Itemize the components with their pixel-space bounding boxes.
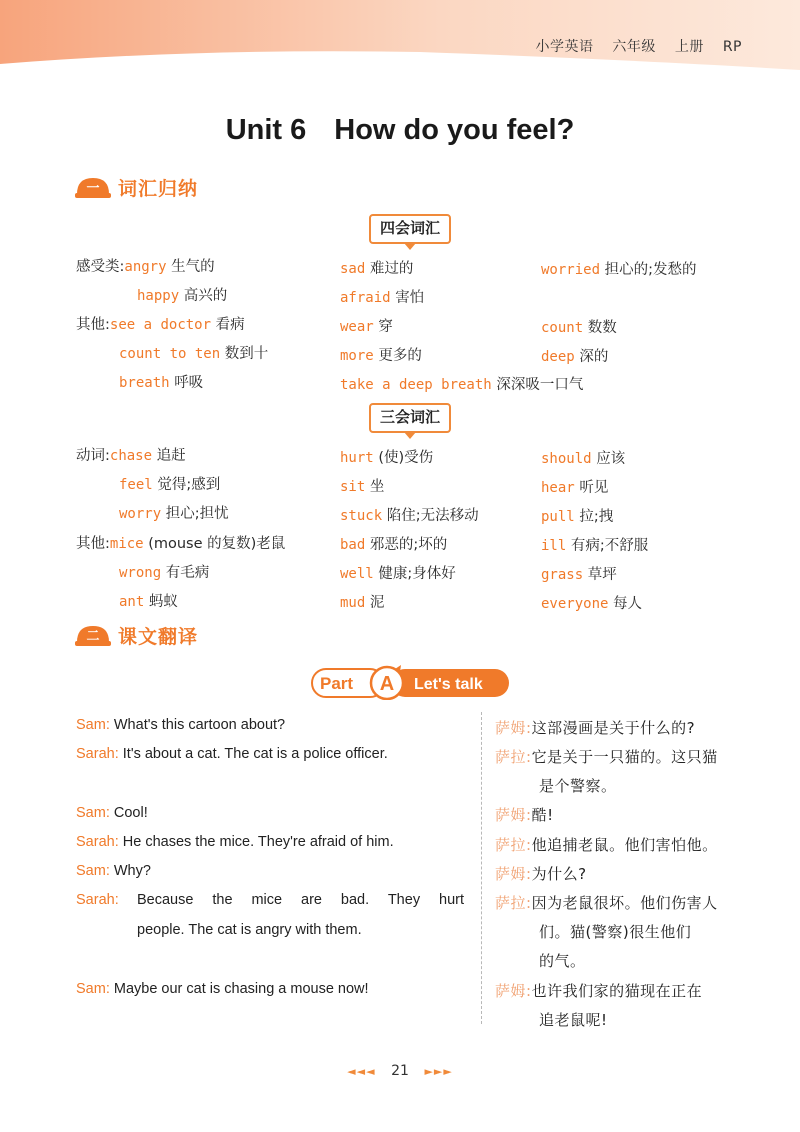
dialogue-text: people. The cat is angry with them. [137, 922, 362, 938]
vocab-item [137, 284, 227, 305]
vocab-en: more [340, 348, 374, 364]
badge-four-skill: 四会词汇 [369, 214, 451, 244]
translation-line [495, 863, 587, 884]
vocab-en: ant [119, 594, 145, 610]
translation-text: 的气。 [539, 952, 586, 970]
vocab-item [541, 592, 642, 613]
category-label: 感受类: [76, 259, 125, 275]
vocab-en: take a deep breath [340, 377, 492, 393]
section-number: 二 [86, 629, 100, 644]
translation-line [495, 892, 718, 913]
vocab-item [541, 505, 613, 526]
vocab-cn: 有毛病 [165, 565, 210, 581]
vocab-item [119, 590, 178, 611]
dialogue-line [76, 834, 394, 850]
vocab-cn: 应该 [596, 451, 626, 467]
dialogue-text: Cool! [113, 805, 148, 821]
badge-three-skill: 三会词汇 [369, 403, 451, 433]
translation-text: 它是关于一只猫的。这只猫 [531, 748, 718, 766]
translation-line [495, 746, 718, 767]
category-label: 其他: [76, 536, 110, 552]
prev-arrows-icon: ◄◄◄ [347, 1065, 376, 1078]
speaker-name: Sam: [76, 863, 110, 879]
vocab-cn: 难过的 [369, 261, 414, 277]
vocab-cn: 觉得;感到 [157, 477, 221, 493]
section-heading-vocabulary [74, 172, 274, 204]
header-label [535, 36, 742, 56]
translation-text: 酷! [531, 806, 554, 824]
speaker-name: 萨拉: [495, 836, 532, 854]
vocab-item [76, 255, 215, 276]
vocab-cn: 拉;拽 [579, 509, 614, 525]
vocab-item [119, 342, 268, 363]
page-footer [0, 1063, 800, 1079]
vocab-en: sit [340, 479, 366, 495]
vocab-cn: 坐 [369, 479, 385, 495]
vocab-item [119, 561, 209, 582]
translation-text: 们。猫(警察)很生他们 [539, 923, 692, 941]
dialogue-line [76, 746, 388, 762]
part-title: Let's talk [414, 676, 483, 693]
vocab-en: see a doctor [109, 317, 212, 333]
vocab-en: hear [541, 480, 575, 496]
vocab-item [119, 371, 203, 392]
vocab-en: feel [119, 477, 153, 493]
vocab-cn: (使)受伤 [378, 450, 434, 466]
vocab-en: happy [137, 288, 180, 304]
speaker-name: Sam: [76, 981, 110, 997]
speaker-name: 萨姆: [495, 865, 532, 883]
vocab-item [119, 473, 220, 494]
translation-text: 为什么? [531, 865, 587, 883]
vocab-item [340, 344, 422, 365]
dialogue-text: It's about a cat. The cat is a police officer. [122, 746, 388, 762]
vocab-en: worry [119, 506, 162, 522]
vocab-cn: 听见 [579, 480, 609, 496]
category-label: 其他: [76, 317, 110, 333]
vocab-item [541, 316, 617, 337]
vocab-en: wrong [119, 565, 162, 581]
vocab-cn: 泥 [369, 595, 385, 611]
speaker-name: Sarah: [76, 834, 119, 850]
speaker-name: 萨拉: [495, 894, 532, 912]
unit-name: How do you feel? [334, 114, 575, 146]
translation-line [495, 980, 702, 1001]
vocab-cn: 蚂蚁 [148, 594, 178, 610]
vocab-en: should [541, 451, 592, 467]
vocab-item [541, 345, 608, 366]
vocab-item [340, 373, 583, 394]
speaker-name: Sarah: [76, 746, 119, 762]
speaker-name: 萨姆: [495, 806, 532, 824]
part-label: Part [320, 674, 354, 693]
section-number: 一 [86, 181, 100, 196]
vocab-item [76, 313, 245, 334]
vocab-item [340, 315, 393, 336]
vocab-cn: 呼吸 [174, 375, 204, 391]
vocab-en: sad [340, 261, 366, 277]
section-title: 词汇归纳 [118, 178, 199, 200]
vocab-cn: 健康;身体好 [378, 566, 456, 582]
section-number-icon [74, 622, 112, 648]
vocab-en: stuck [340, 508, 383, 524]
vocab-item [541, 476, 608, 497]
vocab-item [340, 475, 384, 496]
translation-line [495, 804, 554, 825]
vocab-item [119, 502, 229, 523]
vocab-item [340, 257, 413, 278]
vocab-cn: 害怕 [395, 290, 425, 306]
next-arrows-icon: ►►► [424, 1065, 453, 1078]
vocab-item [541, 563, 617, 584]
vocab-en: mud [340, 595, 366, 611]
vocab-cn: 看病 [215, 317, 245, 333]
speaker-name: 萨姆: [495, 719, 532, 737]
vocab-item [76, 444, 186, 465]
section-title: 课文翻译 [118, 626, 199, 648]
vocab-cn: 深深吸一口气 [496, 377, 584, 393]
vocab-item [541, 447, 625, 468]
vocab-cn: 数到十 [224, 346, 269, 362]
dialogue-text: Why? [113, 863, 151, 879]
vocab-en: bad [340, 537, 366, 553]
vocab-cn: 有病;不舒服 [570, 538, 649, 554]
vocab-cn: 更多的 [378, 348, 422, 364]
vocab-en: wear [340, 319, 374, 335]
vocab-cn: 陷住;无法移动 [386, 508, 479, 524]
speaker-name: Sarah: [76, 892, 119, 908]
unit-number: Unit 6 [225, 114, 307, 146]
dialogue-line [76, 717, 285, 733]
dialogue-line [76, 981, 369, 997]
vocab-cn: 追赶 [156, 448, 186, 464]
vocab-item [340, 446, 433, 467]
vocab-cn: 草坪 [587, 567, 617, 583]
translation-text: 他追捕老鼠。他们害怕他。 [531, 836, 718, 854]
column-divider [481, 712, 482, 1024]
dialogue-text: Maybe our cat is chasing a mouse now! [113, 981, 369, 997]
header-grade: 六年级 [612, 39, 656, 55]
vocab-item [76, 532, 285, 553]
vocab-en: hurt [340, 450, 374, 466]
vocab-en: well [340, 566, 374, 582]
speaker-name: Sam: [76, 805, 110, 821]
vocab-item [340, 562, 456, 583]
translation-text: 追老鼠呢! [539, 1011, 608, 1029]
vocab-en: chase [109, 448, 153, 464]
vocab-en: afraid [340, 290, 391, 306]
vocab-item [340, 286, 424, 307]
translation-text: 也许我们家的猫现在正在 [531, 982, 703, 1000]
vocab-en: everyone [541, 596, 609, 612]
vocab-en: angry [124, 259, 167, 275]
vocab-cn: 生气的 [171, 259, 215, 275]
vocab-cn: 数数 [587, 320, 617, 336]
speaker-name: 萨拉: [495, 748, 532, 766]
part-a-banner [311, 664, 511, 700]
dialogue-line [76, 892, 119, 908]
section-heading-translation [74, 620, 274, 652]
translation-text: 这部漫画是关于什么的? [531, 719, 696, 737]
translation-line [495, 834, 718, 855]
translation-text: 是个警察。 [539, 777, 617, 795]
dialogue-text: What's this cartoon about? [113, 717, 286, 733]
speaker-name: 萨姆: [495, 982, 532, 1000]
translation-line [495, 717, 695, 738]
vocab-en: worried [541, 262, 601, 278]
vocab-en: breath [119, 375, 170, 391]
category-label: 动词: [76, 448, 110, 464]
dialogue-text: He chases the mice. They're afraid of him. [122, 834, 394, 850]
vocab-cn: (mouse 的复数)老鼠 [148, 536, 286, 552]
section-number-icon [74, 174, 112, 200]
vocab-en: pull [541, 509, 575, 525]
vocab-en: mice [109, 536, 144, 552]
part-letter: A [379, 673, 395, 695]
speaker-name: Sam: [76, 717, 110, 733]
vocab-cn: 深的 [579, 349, 609, 365]
vocab-cn: 每人 [613, 596, 643, 612]
vocab-item [541, 534, 648, 555]
vocab-item [340, 591, 384, 612]
header-edition: RP [722, 39, 742, 55]
dialogue-text: Because the mice are bad. They hurt [137, 892, 464, 908]
vocab-en: deep [541, 349, 575, 365]
vocab-cn: 担心的;发愁的 [604, 262, 697, 278]
vocab-item [340, 504, 479, 525]
vocab-en: ill [541, 538, 567, 554]
vocab-en: count [541, 320, 584, 336]
translation-text: 因为老鼠很坏。他们伤害人 [531, 894, 718, 912]
vocab-cn: 担心;担忧 [165, 506, 229, 522]
dialogue-line [76, 863, 151, 879]
dialogue-line [76, 805, 148, 821]
vocab-cn: 穿 [378, 319, 393, 335]
vocab-en: count to ten [119, 346, 221, 362]
page-title [0, 114, 800, 147]
vocab-cn: 邪恶的;坏的 [369, 537, 448, 553]
vocab-cn: 高兴的 [183, 288, 228, 304]
vocab-en: grass [541, 567, 584, 583]
vocab-item [340, 533, 447, 554]
page-number: 21 [391, 1063, 409, 1079]
header-subject: 小学英语 [535, 39, 594, 55]
header-volume: 上册 [674, 39, 704, 55]
vocab-item [541, 258, 697, 279]
